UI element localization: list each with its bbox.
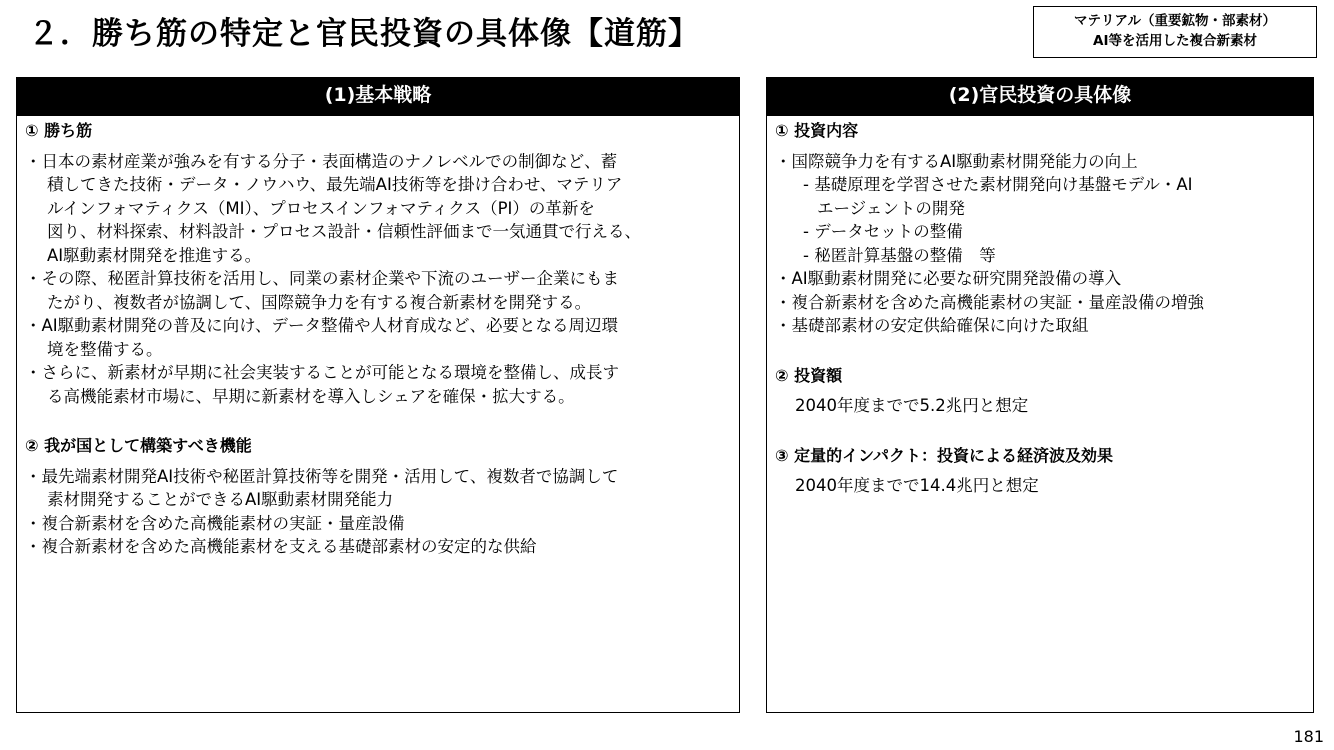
- bullet-line: ・AI駆動素材開発に必要な研究開発設備の導入: [775, 269, 1122, 288]
- winning-path-heading: ① 勝ち筋: [25, 121, 93, 140]
- page-number: 181: [1293, 727, 1324, 746]
- bullet-line: る高機能素材市場に、早期に新素材を導入しシェアを確保・拡大する。: [47, 386, 575, 406]
- bullet-line: ・その際、秘匿計算技術を活用し、同業の素材企業や下流のユーザー企業にもま: [25, 269, 619, 288]
- basic-strategy-panel: [16, 77, 740, 713]
- category-tag: [1033, 6, 1317, 58]
- required-functions-heading: ② 我が国として構築すべき機能: [25, 436, 252, 455]
- page-title: ２．勝ち筋の特定と官民投資の具体像【道筋】: [28, 16, 700, 52]
- bullet-line: ・複合新素材を含めた高機能素材の実証・量産設備の増強: [775, 292, 1204, 312]
- bullet-line: ・国際競争力を有するAI駆動素材開発能力の向上: [775, 151, 1138, 171]
- bullet-line: ・日本の素材産業が強みを有する分子・表面構造のナノレベルでの制御など、蓄: [25, 151, 618, 171]
- bullet-line: ・複合新素材を含めた高機能素材の実証・量産設備: [25, 513, 405, 533]
- investment-content-heading: ① 投資内容: [775, 121, 859, 140]
- bullet-line: AI駆動素材開発を推進する。: [47, 245, 262, 265]
- investment-body: [767, 116, 1313, 498]
- investment-amount-heading: ② 投資額: [775, 365, 843, 385]
- bullet-line: 図り、材料探索、材料設計・プロセス設計・信頼性評価まで一気通貫で行える、: [47, 222, 641, 241]
- sub-bullet-line: - 秘匿計算基盤の整備 等: [803, 245, 996, 265]
- economic-impact-value: 2040年度までで14.4兆円と想定: [795, 476, 1039, 495]
- sub-bullet-line: エージェントの開発: [817, 198, 965, 218]
- bullet-line: ルインフォマティクス（MI）、プロセスインフォマティクス（PI）の革新を: [47, 198, 595, 218]
- basic-strategy-body: [17, 116, 739, 559]
- sub-bullet-line: - データセットの整備: [803, 222, 963, 241]
- bullet-line: ・最先端素材開発AI技術や秘匿計算技術等を開発・活用して、複数者で協調して: [25, 466, 619, 486]
- bullet-line: 境を整備する。: [47, 339, 163, 359]
- bullet-line: たがり、複数者が協調して、国際競争力を有する複合新素材を開発する。: [47, 292, 592, 312]
- investment-header: (2)官民投資の具体像: [767, 78, 1313, 116]
- investment-panel: [766, 77, 1314, 713]
- bullet-line: ・複合新素材を含めた高機能素材を支える基礎部素材の安定的な供給: [25, 537, 537, 556]
- bullet-line: ・基礎部素材の安定供給確保に向けた取組: [775, 316, 1089, 335]
- economic-impact-heading: ③ 定量的インパクト：投資による経済波及効果: [775, 445, 1113, 465]
- bullet-line: 積してきた技術・データ・ノウハウ、最先端AI技術等を掛け合わせ、マテリア: [47, 175, 623, 194]
- category-tag-line2: AI等を活用した複合新素材: [1093, 33, 1257, 49]
- bullet-line: 素材開発することができるAI駆動素材開発能力: [47, 490, 394, 509]
- basic-strategy-header: (1)基本戦略: [17, 78, 739, 116]
- sub-bullet-line: - 基礎原理を学習させた素材開発向け基盤モデル・AI: [803, 175, 1193, 194]
- bullet-line: ・さらに、新素材が早期に社会実装することが可能となる環境を整備し、成長す: [25, 363, 619, 382]
- bullet-line: ・AI駆動素材開発の普及に向け、データ整備や人材育成など、必要となる周辺環: [25, 316, 618, 335]
- investment-amount-value: 2040年度までで5.2兆円と想定: [795, 396, 1029, 415]
- category-tag-line1: マテリアル（重要鉱物・部素材）: [1074, 13, 1276, 29]
